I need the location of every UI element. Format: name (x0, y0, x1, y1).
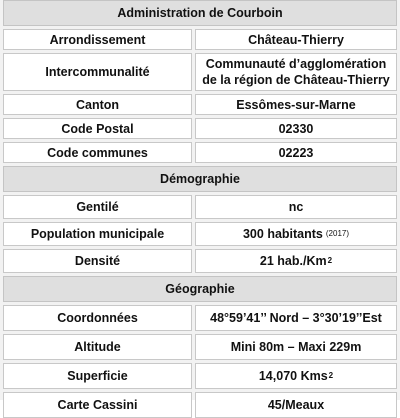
section-title-demographie: Démographie (3, 166, 397, 192)
value-population-text: 300 habitants (242, 227, 323, 241)
label-altitude: Altitude (3, 334, 192, 360)
value-arrondissement: Château-Thierry (195, 29, 397, 50)
table-row-densite (3, 249, 397, 273)
value-carte-cassini: 45/Meaux (195, 392, 397, 418)
value-densite-text: 21 hab./Km (259, 254, 327, 268)
label-code-communes: Code communes (3, 142, 192, 163)
value-intercommunalite-line2: de la région de Château-Thierry (202, 73, 390, 87)
label-gentile: Gentilé (3, 195, 192, 219)
label-intercommunalite: Intercommunalité (3, 53, 192, 91)
table-row-code-communes (3, 142, 397, 163)
label-arrondissement: Arrondissement (3, 29, 192, 50)
label-population: Population municipale (3, 222, 192, 246)
label-densite: Densité (3, 249, 192, 273)
table-row-carte-cassini (3, 392, 397, 418)
value-superficie-text: 14,070 Kms (258, 369, 328, 383)
value-intercommunalite-line1: Communauté d’agglomération (205, 57, 387, 71)
table-row-gentile (3, 195, 397, 219)
value-population (195, 222, 397, 246)
label-coordonnees: Coordonnées (3, 305, 192, 331)
table-row-canton (3, 94, 397, 115)
section-title-geographie: Géographie (3, 276, 397, 302)
table-row-arrondissement (3, 29, 397, 50)
label-code-postal: Code Postal (3, 118, 192, 139)
table-row-code-postal (3, 118, 397, 139)
value-altitude: Mini 80m – Maxi 229m (195, 334, 397, 360)
value-population-year: (2017) (325, 229, 349, 238)
value-code-communes: 02223 (195, 142, 397, 163)
label-superficie: Superficie (3, 363, 192, 389)
table-row-altitude (3, 334, 397, 360)
value-gentile: nc (195, 195, 397, 219)
label-carte-cassini: Carte Cassini (3, 392, 192, 418)
value-superficie-exponent: 2 (328, 371, 334, 380)
value-intercommunalite (195, 53, 397, 91)
value-densite (195, 249, 397, 273)
table-row-intercommunalite (3, 53, 397, 91)
section-title-administration: Administration de Courboin (3, 0, 397, 26)
label-canton: Canton (3, 94, 192, 115)
value-code-postal: 02330 (195, 118, 397, 139)
table-row-population (3, 222, 397, 246)
value-superficie (195, 363, 397, 389)
value-coordonnees: 48°59’41’’ Nord – 3°30’19’’Est (195, 305, 397, 331)
table-row-superficie (3, 363, 397, 389)
value-canton: Essômes-sur-Marne (195, 94, 397, 115)
table-row-coordonnees (3, 305, 397, 331)
value-densite-exponent: 2 (327, 256, 333, 265)
